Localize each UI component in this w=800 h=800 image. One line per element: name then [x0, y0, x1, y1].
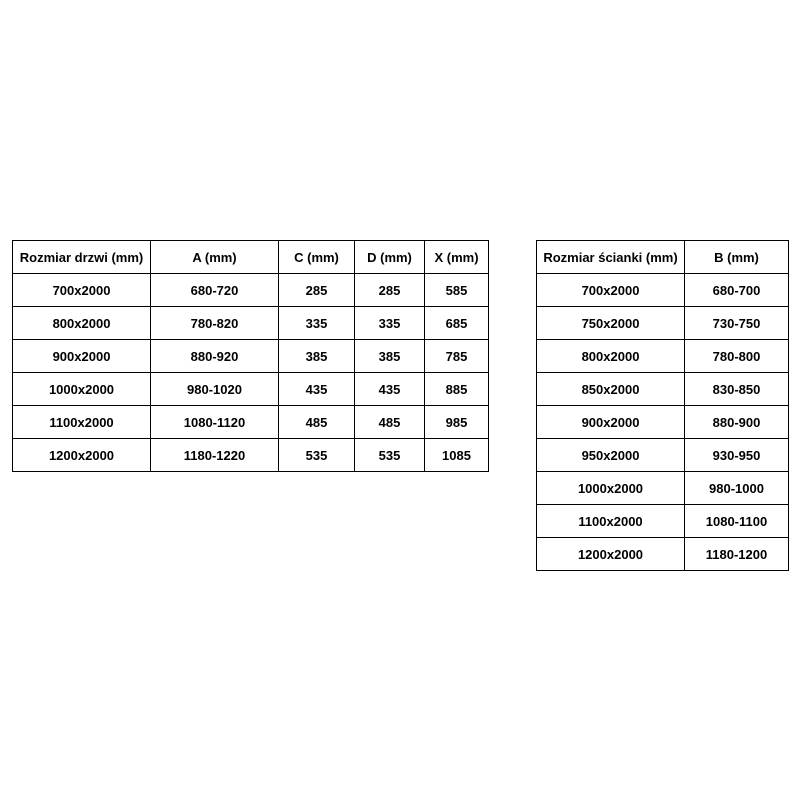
cell-b: 1080-1100: [685, 505, 789, 538]
cell-door-size: 800x2000: [13, 307, 151, 340]
cell-x: 685: [425, 307, 489, 340]
table-row: [537, 472, 789, 505]
cell-b: 930-950: [685, 439, 789, 472]
table-row: [13, 307, 489, 340]
cell-wall-size: 1100x2000: [537, 505, 685, 538]
doors-table-body: [13, 274, 489, 472]
column-header-door-size: Rozmiar drzwi (mm): [13, 241, 151, 274]
wall-size-table: [536, 240, 789, 571]
table-row: [537, 538, 789, 571]
cell-b: 1180-1200: [685, 538, 789, 571]
cell-wall-size: 800x2000: [537, 340, 685, 373]
table-row: [13, 439, 489, 472]
cell-c: 435: [279, 373, 355, 406]
cell-x: 985: [425, 406, 489, 439]
table-row: [537, 439, 789, 472]
cell-b: 980-1000: [685, 472, 789, 505]
table-header-row: [13, 241, 489, 274]
cell-wall-size: 1200x2000: [537, 538, 685, 571]
cell-b: 880-900: [685, 406, 789, 439]
cell-wall-size: 750x2000: [537, 307, 685, 340]
cell-wall-size: 850x2000: [537, 373, 685, 406]
cell-wall-size: 700x2000: [537, 274, 685, 307]
cell-d: 385: [355, 340, 425, 373]
cell-c: 485: [279, 406, 355, 439]
cell-x: 585: [425, 274, 489, 307]
table-row: [13, 373, 489, 406]
cell-c: 335: [279, 307, 355, 340]
table-row: [13, 340, 489, 373]
column-header-wall-size: Rozmiar ścianki (mm): [537, 241, 685, 274]
cell-wall-size: 1000x2000: [537, 472, 685, 505]
cell-d: 335: [355, 307, 425, 340]
doors-table-head: [13, 241, 489, 274]
column-header-c: C (mm): [279, 241, 355, 274]
cell-d: 535: [355, 439, 425, 472]
column-header-d: D (mm): [355, 241, 425, 274]
column-header-b: B (mm): [685, 241, 789, 274]
cell-b: 680-700: [685, 274, 789, 307]
cell-b: 780-800: [685, 340, 789, 373]
wall-table-body: [537, 274, 789, 571]
cell-door-size: 1200x2000: [13, 439, 151, 472]
cell-c: 535: [279, 439, 355, 472]
cell-door-size: 700x2000: [13, 274, 151, 307]
cell-door-size: 900x2000: [13, 340, 151, 373]
cell-a: 1080-1120: [151, 406, 279, 439]
table-row: [537, 307, 789, 340]
table-row: [13, 406, 489, 439]
table-row: [537, 373, 789, 406]
cell-wall-size: 900x2000: [537, 406, 685, 439]
column-header-a: A (mm): [151, 241, 279, 274]
cell-b: 730-750: [685, 307, 789, 340]
cell-wall-size: 950x2000: [537, 439, 685, 472]
cell-door-size: 1100x2000: [13, 406, 151, 439]
cell-a: 1180-1220: [151, 439, 279, 472]
cell-x: 785: [425, 340, 489, 373]
cell-x: 1085: [425, 439, 489, 472]
cell-a: 980-1020: [151, 373, 279, 406]
wall-size-table-container: [536, 240, 789, 571]
column-header-x: X (mm): [425, 241, 489, 274]
doors-size-table-container: [12, 240, 489, 472]
cell-d: 435: [355, 373, 425, 406]
table-row: [13, 274, 489, 307]
doors-size-table: [12, 240, 489, 472]
cell-a: 680-720: [151, 274, 279, 307]
table-row: [537, 406, 789, 439]
table-row: [537, 505, 789, 538]
cell-d: 285: [355, 274, 425, 307]
cell-c: 285: [279, 274, 355, 307]
cell-c: 385: [279, 340, 355, 373]
cell-a: 780-820: [151, 307, 279, 340]
wall-table-head: [537, 241, 789, 274]
table-header-row: [537, 241, 789, 274]
cell-door-size: 1000x2000: [13, 373, 151, 406]
cell-b: 830-850: [685, 373, 789, 406]
cell-a: 880-920: [151, 340, 279, 373]
table-row: [537, 340, 789, 373]
table-row: [537, 274, 789, 307]
cell-d: 485: [355, 406, 425, 439]
cell-x: 885: [425, 373, 489, 406]
